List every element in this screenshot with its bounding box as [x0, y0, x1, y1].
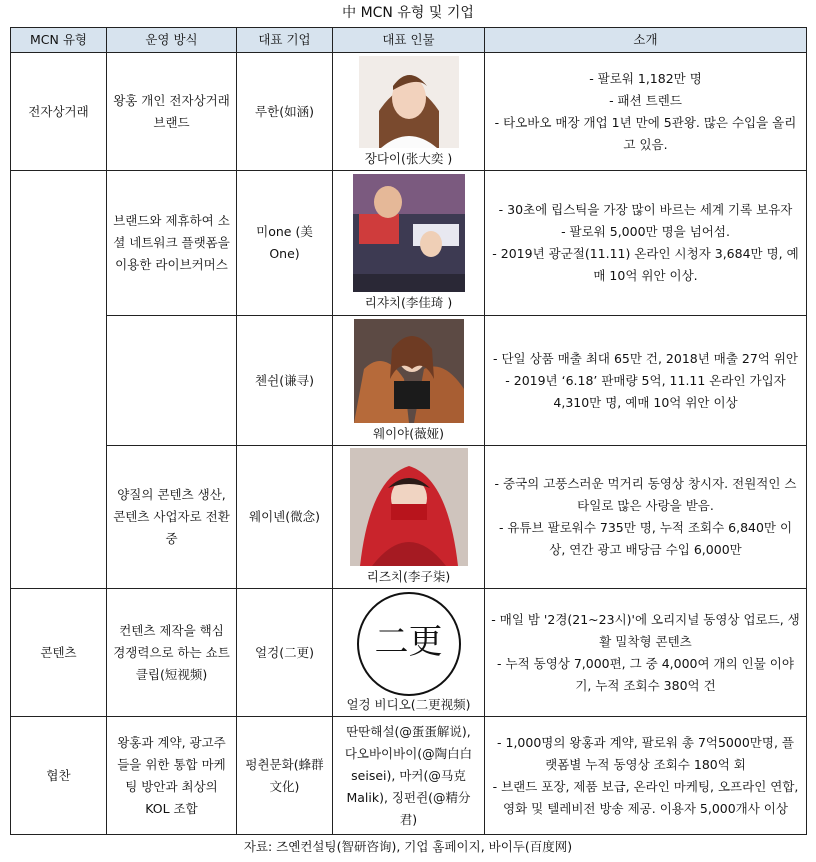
intro-cell	[485, 171, 807, 316]
person-cell	[333, 316, 485, 446]
person-name: 웨이야(薇娅)	[373, 425, 444, 441]
person-photo	[350, 448, 468, 566]
intro-cell	[485, 446, 807, 589]
intro-line: - 타오바오 매장 개업 1년 만에 5관왕. 많은 수입을 올리고 있음.	[494, 114, 797, 152]
intro-line: - 브랜드 포장, 제품 보급, 온라인 마케팅, 오프라인 연합, 영화 및 텔레비전 방송 제공. 이용자 5,000개사 이상	[492, 778, 799, 816]
mcn-table	[10, 27, 807, 835]
table-row	[11, 171, 807, 316]
intro-cell	[485, 316, 807, 446]
company-cell: 첸쉰(谦寻)	[237, 316, 333, 446]
table-row	[11, 589, 807, 717]
person-photo	[353, 174, 465, 292]
person-cell	[333, 446, 485, 589]
method-cell: 양질의 콘텐츠 생산, 콘텐츠 사업자로 전환 중	[107, 446, 237, 589]
header-intro: 소개	[485, 28, 807, 53]
source-note: 자료: 즈옌컨설팅(智研咨询), 기업 홈페이지, 바이두(百度网)	[243, 839, 573, 854]
intro-line: - 2019년 ‘6.18’ 판매량 5억, 11.11 온라인 가입자 4,310만 명, 예매 10억 위안 이상	[505, 372, 786, 410]
intro-line: - 팔로워 5,000만 명을 넘어섬.	[561, 224, 730, 239]
person-name: 장다이(张大奕 )	[364, 150, 453, 166]
person-cell	[333, 53, 485, 171]
header-type: MCN 유형	[11, 28, 107, 53]
company-cell: 미one (美One)	[237, 171, 333, 316]
logo-text: 二更	[374, 621, 443, 662]
intro-line: - 1,000명의 왕홍과 계약, 팔로워 총 7억5000만명, 플랫폼별 누적 동영상 조회수 180억 회	[497, 734, 794, 772]
method-cell: 왕홍 개인 전자상거래 브랜드	[107, 53, 237, 171]
header-person: 대표 인물	[333, 28, 485, 53]
header-method: 운영 방식	[107, 28, 237, 53]
header-row	[11, 28, 807, 53]
intro-cell	[485, 53, 807, 171]
company-cell: 웨이녠(微念)	[237, 446, 333, 589]
intro-line: - 팔로워 1,182만 명	[589, 70, 702, 86]
intro-cell	[485, 589, 807, 717]
method-cell: 브랜드와 제휴하여 소셜 네트워크 플랫폼을 이용한 라이브커머스	[107, 171, 237, 316]
intro-line: - 매일 밤 '2경(21~23시)'에 오리지널 동영상 업로드, 생활 밀착형 콘텐츠	[491, 611, 800, 649]
header-company: 대표 기업	[237, 28, 333, 53]
method-cell: 왕홍과 계약, 광고주들을 위한 통합 마케팅 방안과 최상의 KOL 조합	[107, 717, 237, 835]
intro-line: - 단일 상품 매출 최대 65만 건, 2018년 매출 27억 위안	[492, 350, 799, 366]
type-cell: 전자상거래	[11, 53, 107, 171]
intro-line: - 누적 동영상 7,000편, 그 중 4,000여 개의 인물 이야기, 누적 조회수 380억 건	[497, 655, 794, 693]
ergeng-logo	[357, 592, 461, 696]
company-cell: 펑췬문화(蜂群文化)	[237, 717, 333, 835]
person-photo	[354, 319, 464, 423]
method-cell: 컨텐츠 제작을 핵심 경쟁력으로 하는 쇼트 클립(短视频)	[107, 589, 237, 717]
intro-cell	[485, 717, 807, 835]
table-row	[11, 446, 807, 589]
type-cell: 콘텐츠	[11, 589, 107, 717]
person-cell	[333, 171, 485, 316]
person-cell: 딴딴해설(@蛋蛋解说), 다오바이바이(@陶白白seisei), 마커(@马克Malik), 징펀쥔(@精分君)	[333, 717, 485, 835]
intro-line: - 중국의 고풍스러운 먹거리 동영상 창시자. 전원적인 스타일로 많은 사랑을 받음.	[494, 476, 797, 513]
table-row	[11, 53, 807, 171]
method-cell	[107, 316, 237, 446]
person-photo	[359, 56, 459, 148]
table-title: 中 MCN 유형 및 기업	[342, 5, 474, 21]
person-cell	[333, 589, 485, 717]
type-cell	[11, 171, 107, 589]
person-name: 리쟈치(李佳琦 )	[364, 295, 453, 310]
intro-line: - 유튜브 팔로워수 735만 명, 누적 조회수 6,840만 이상, 연간 광고 배당금 수입 6,000만	[498, 520, 793, 557]
intro-line: - 30초에 립스틱을 가장 많이 바르는 세계 기록 보유자	[498, 202, 793, 217]
intro-line: - 2019년 광군절(11.11) 온라인 시청자 3,684만 명, 예매 10억 위안 이상.	[492, 246, 799, 283]
person-name: 리즈치(李子柒)	[366, 569, 451, 584]
table-row	[11, 316, 807, 446]
table-row	[11, 717, 807, 835]
intro-line: - 패션 트렌드	[609, 92, 682, 108]
company-cell: 얼겅(二更)	[237, 589, 333, 717]
person-name: 얼겅 비디오(二更视频)	[346, 696, 471, 712]
company-cell: 루한(如涵)	[237, 53, 333, 171]
type-cell: 협찬	[11, 717, 107, 835]
